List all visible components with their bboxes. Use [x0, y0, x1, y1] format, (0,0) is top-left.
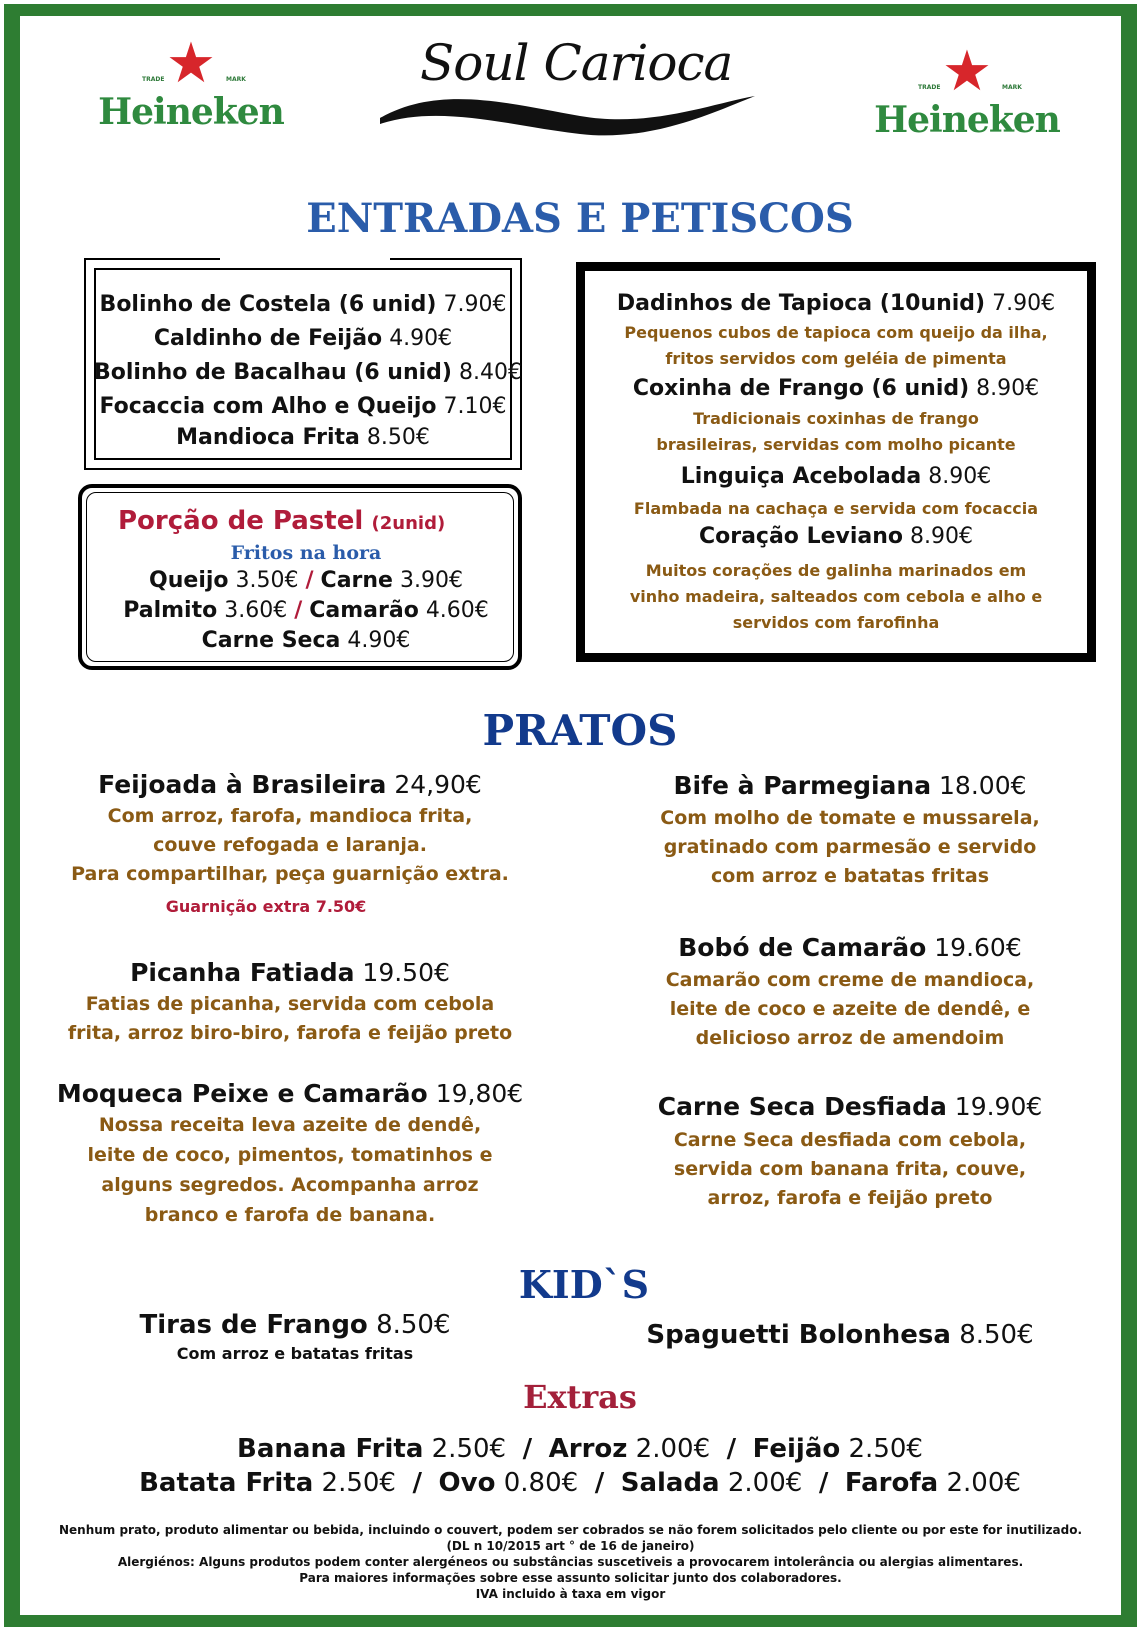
- item-name: Bolinho de Costela (6 unid): [99, 292, 437, 317]
- item-price: 8.90€: [976, 376, 1040, 401]
- dish-price: 19.90€: [954, 1092, 1043, 1121]
- item-name: Tiras de Frango: [139, 1310, 368, 1340]
- dish-description: alguns segredos. Acompanha arroz: [101, 1174, 479, 1196]
- dish-description: com arroz e batatas fritas: [710, 865, 990, 887]
- dish-price: 19.50€: [362, 958, 450, 987]
- item-name: Carne: [320, 568, 393, 593]
- item-price: 2.50€: [321, 1468, 396, 1498]
- item-price: 0.80€: [503, 1468, 579, 1498]
- extras-row: [40, 1434, 1120, 1464]
- dish-description: leite de coco, pimentos, tomatinhos e: [87, 1144, 493, 1166]
- dish-feijoada: [40, 768, 540, 925]
- heineken-logo-right: [862, 39, 1072, 154]
- footer-line: (DL n 10/2015 art ° de 16 de janeiro): [446, 1539, 695, 1553]
- footer-line: IVA incluido à taxa em vigor: [475, 1587, 666, 1601]
- list-item: [94, 322, 512, 356]
- dish-description: branco e farofa de banana.: [144, 1204, 436, 1226]
- separator: /: [594, 1468, 605, 1498]
- item-price: 8.50€: [366, 425, 430, 450]
- separator: /: [412, 1468, 422, 1498]
- section-title-kids: KID`S: [518, 1262, 650, 1307]
- item-price: 7.10€: [443, 394, 507, 419]
- section-title-pratos: PRATOS: [482, 706, 678, 755]
- dish-description: gratinado com parmesão e servido: [663, 836, 1037, 858]
- pastel-row: [86, 628, 526, 653]
- item-price: 2.50€: [431, 1434, 507, 1464]
- trademark-text: TRADE: [918, 84, 941, 91]
- dish-extra-price: Guarnição extra 7.50€: [165, 897, 367, 916]
- item-name: Arroz: [548, 1434, 628, 1464]
- dish-name: Carne Seca Desfiada: [657, 1092, 947, 1121]
- box-frame-gap: [220, 256, 390, 262]
- footer-line: Alergiénos: Alguns produtos podem conter alergéneos ou substâncias suscetiveis a provocarem intolerância ou alergias alimentares.: [117, 1555, 1024, 1569]
- dish-picanha: [40, 956, 540, 1048]
- pastel-row: [86, 568, 526, 593]
- pastel-qty: (2unid): [371, 513, 446, 534]
- dish-name: Bobó de Camarão: [678, 933, 927, 962]
- footer-line: Para maiores informações sobre esse assunto solicitar junto dos colaboradores.: [299, 1571, 842, 1585]
- item-name: Farofa: [844, 1468, 939, 1498]
- item-price: 4.60€: [425, 598, 489, 623]
- item-name: Salada: [620, 1468, 720, 1498]
- item-name: Spaguetti Bolonhesa: [646, 1320, 951, 1350]
- heineken-logo-left: [86, 31, 296, 146]
- pastel-title: [118, 506, 445, 536]
- pastel-subtitle: Fritos na hora: [230, 542, 382, 564]
- item-description: Tradicionais coxinhas de frango: [693, 409, 979, 428]
- item-name: Focaccia com Alho e Queijo: [99, 394, 437, 419]
- item-description: Flambada na cachaça e servida com focaccia: [633, 499, 1039, 518]
- brand-name: Heineken: [98, 91, 284, 133]
- petiscos-list: [585, 288, 1087, 636]
- dish-description: Fatias de picanha, servida com cebola: [85, 993, 495, 1015]
- kids-item-spaguetti: [600, 1318, 1080, 1352]
- item-price: 8.90€: [910, 524, 974, 549]
- trademark-text: MARK: [226, 76, 246, 83]
- dish-price: 18.00€: [939, 771, 1027, 800]
- dish-description: Camarão com creme de mandioca,: [665, 969, 1035, 991]
- restaurant-name: Soul Carioca: [420, 34, 733, 92]
- item-name: Coxinha de Frango (6 unid): [632, 376, 970, 401]
- section-title-extras: Extras: [523, 1378, 637, 1416]
- item-name: Coração Leviano: [698, 524, 904, 549]
- dish-description: Nossa receita leva azeite de dendê,: [98, 1114, 482, 1136]
- section-title-entradas: ENTRADAS E PETISCOS: [306, 195, 854, 242]
- item-description: vinho madeira, salteados com cebola e alho e: [629, 587, 1043, 606]
- dish-price: 24,90€: [394, 770, 482, 799]
- item-description: Com arroz e batatas fritas: [176, 1344, 414, 1363]
- entradas-list: [94, 288, 522, 452]
- red-star-icon: ★: [165, 31, 217, 96]
- dish-description: Carne Seca desfiada com cebola,: [673, 1129, 1027, 1151]
- dish-description: couve refogada e laranja.: [153, 834, 427, 856]
- item-price: 4.90€: [347, 628, 411, 653]
- item-name: Dadinhos de Tapioca (10unid): [616, 291, 986, 316]
- dish-name: Picanha Fatiada: [130, 958, 355, 987]
- dish-moqueca: [40, 1078, 540, 1230]
- extras-row: [40, 1468, 1120, 1498]
- trademark-text: TRADE: [142, 76, 165, 83]
- dish-carne-seca: [610, 1088, 1090, 1213]
- item-price: 2.00€: [635, 1434, 711, 1464]
- dish-description: Com arroz, farofa, mandioca frita,: [107, 805, 473, 827]
- item-name: Ovo: [438, 1468, 496, 1498]
- item-price: 3.60€: [224, 598, 288, 623]
- item-price: 2.00€: [946, 1468, 1021, 1498]
- item-price: 3.50€: [235, 568, 299, 593]
- dish-name: Feijoada à Brasileira: [98, 770, 387, 799]
- item-name: Carne Seca: [201, 628, 341, 653]
- separator: /: [522, 1434, 533, 1464]
- list-item: [94, 390, 512, 424]
- item-name: Caldinho de Feijão: [153, 326, 383, 351]
- list-item: [585, 372, 1087, 406]
- dish-description: Com molho de tomate e mussarela,: [660, 807, 1040, 829]
- brand-name: Heineken: [874, 99, 1060, 141]
- list-item: [585, 288, 1087, 320]
- item-name: Mandioca Frita: [176, 425, 360, 450]
- separator: /: [305, 568, 314, 593]
- item-description: fritos servidos com geléia de pimenta: [665, 349, 1007, 368]
- separator: /: [294, 598, 303, 623]
- list-item: [94, 288, 512, 322]
- item-price: 7.90€: [443, 292, 507, 317]
- item-description: servidos com farofinha: [732, 613, 940, 632]
- red-star-icon: ★: [941, 39, 993, 104]
- restaurant-logo: [380, 34, 760, 144]
- item-price: 3.90€: [399, 568, 463, 593]
- item-price: 4.90€: [389, 326, 453, 351]
- item-description: Muitos corações de galinha marinados em: [645, 561, 1027, 580]
- item-name: Linguiça Acebolada: [680, 464, 922, 489]
- separator: /: [818, 1468, 829, 1498]
- item-price: 8.40€: [458, 360, 522, 385]
- item-name: Queijo: [149, 568, 229, 593]
- item-name: Bolinho de Bacalhau (6 unid): [94, 360, 452, 385]
- dish-description: Para compartilhar, peça guarnição extra.: [71, 863, 509, 885]
- dish-bobo: [610, 930, 1090, 1053]
- item-name: Camarão: [309, 598, 419, 623]
- dish-name: Moqueca Peixe e Camarão: [56, 1079, 428, 1108]
- dish-description: leite de coco e azeite de dendê, e: [669, 998, 1031, 1020]
- dish-description: frita, arroz biro-biro, farofa e feijão preto: [67, 1022, 513, 1044]
- item-description: Pequenos cubos de tapioca com queijo da ilha,: [624, 323, 1048, 342]
- list-item: [585, 458, 1087, 496]
- list-item: [94, 424, 512, 452]
- dish-name: Bife à Parmegiana: [673, 771, 932, 800]
- item-price: 2.00€: [727, 1468, 803, 1498]
- dish-bife: [610, 768, 1090, 891]
- dish-price: 19.60€: [934, 933, 1022, 962]
- item-name: Batata Frita: [139, 1468, 314, 1498]
- dish-description: servida com banana frita, couve,: [673, 1158, 1027, 1180]
- trademark-text: MARK: [1002, 84, 1022, 91]
- item-name: Palmito: [123, 598, 218, 623]
- dish-price: 19,80€: [435, 1079, 524, 1108]
- swoosh-icon: [380, 34, 760, 144]
- item-description: brasileiras, servidas com molho picante: [656, 435, 1016, 454]
- footer-line: Nenhum prato, produto alimentar ou bebida, incluindo o couvert, podem ser cobrados se não forem solicitados pelo cliente ou por este for inutilizado.: [58, 1523, 1083, 1537]
- item-name: Banana Frita: [237, 1434, 424, 1464]
- dish-description: delicioso arroz de amendoim: [695, 1027, 1005, 1049]
- footer-notice: [40, 1522, 1101, 1602]
- separator: /: [726, 1434, 737, 1464]
- dish-description: arroz, farofa e feijão preto: [707, 1187, 993, 1209]
- list-item: [94, 356, 522, 390]
- item-price: 2.50€: [848, 1434, 923, 1464]
- pastel-name: Porção de Pastel: [118, 506, 364, 536]
- kids-item-tiras: [40, 1308, 550, 1366]
- pastel-row: [86, 598, 526, 623]
- item-price: 8.50€: [376, 1310, 451, 1340]
- item-price: 8.50€: [959, 1320, 1034, 1350]
- item-price: 7.90€: [992, 291, 1056, 316]
- item-price: 8.90€: [928, 464, 992, 489]
- item-name: Feijão: [752, 1434, 841, 1464]
- list-item: [585, 522, 1087, 552]
